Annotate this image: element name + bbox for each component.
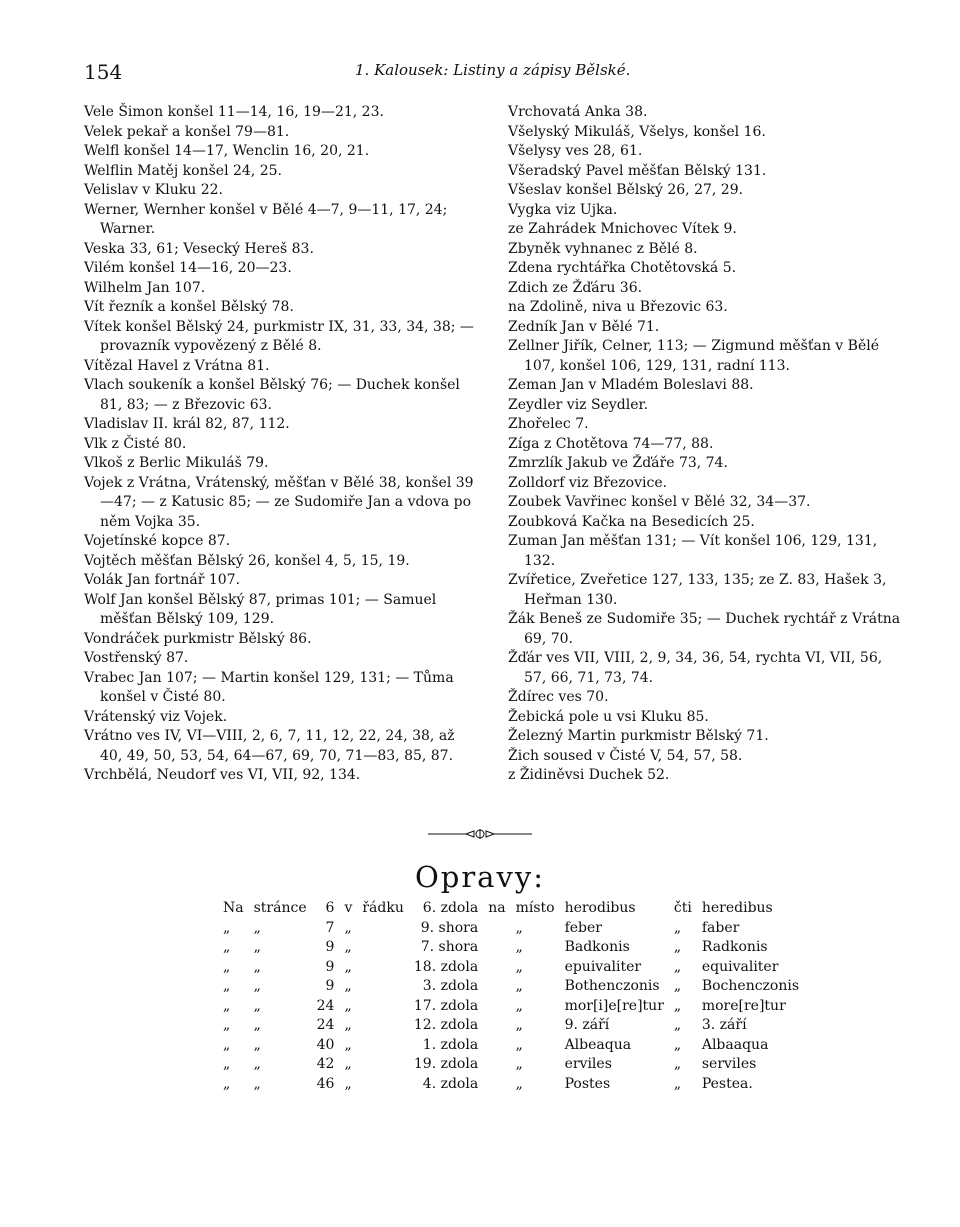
index-entry: Volák Jan fortnář 107. [84, 572, 241, 588]
errata-cell: Pestea. [701, 1075, 753, 1092]
errata-row [218, 1055, 804, 1075]
index-entry: Zoubek Vavřinec konšel v Bělé 32, 34—37. [508, 494, 811, 510]
errata-cell: „ [223, 919, 231, 936]
errata-cell: „ [344, 978, 352, 994]
errata-cell [483, 1055, 510, 1075]
index-entry: Zoubková Kačka na Besedicích 25. [508, 513, 755, 530]
errata-cell: 1. zdola [422, 1036, 479, 1053]
index-entry: z Židiněvsi Duchek 52. [508, 767, 670, 783]
errata-cell: Bochenczonis [701, 978, 800, 994]
errata-cell: 3. zdola [422, 978, 479, 994]
errata-cell: mor[i]e[re]tur [564, 997, 664, 1014]
errata-cell: stránce [253, 900, 307, 916]
errata-cell: 42 [316, 1056, 335, 1072]
errata-cell: „ [253, 997, 261, 1014]
index-entry: Zhořelec 7. [508, 416, 589, 432]
errata-cell [483, 958, 510, 978]
index-entry: Vygka viz Ujka. [508, 201, 618, 218]
errata-row [218, 1036, 804, 1056]
index-entry: na Zdolině, niva u Březovic 63. [508, 299, 728, 315]
errata-cell: herodibus [564, 900, 636, 916]
errata-cell [357, 1036, 409, 1056]
index-entry: Zbyněk vyhnanec z Bělé 8. [508, 240, 698, 257]
index-entry: Zdena rychtářka Chotětovská 5. [508, 260, 737, 276]
errata-cell: „ [515, 978, 523, 994]
index-entry: Zvířetice, Zveřetice 127, 133, 135; ze Z. 83, Hašek 3, Heřman 130. [508, 572, 887, 608]
errata-cell: 4. zdola [422, 1075, 479, 1092]
errata-cell: „ [344, 1075, 352, 1092]
index-entry: Ždírec ves 70. [508, 689, 609, 705]
errata-table [218, 899, 804, 1094]
errata-cell [483, 1075, 510, 1095]
index-entry: Všelysy ves 28, 61. [508, 143, 643, 159]
errata-cell: „ [673, 997, 682, 1014]
index-entry: Vrchbělá, Neudorf ves VI, VII, 92, 134. [84, 767, 361, 783]
errata-cell: 46 [316, 1075, 335, 1092]
errata-cell: „ [253, 1075, 261, 1092]
errata-cell: 18. zdola [413, 958, 479, 975]
index-entry: Vondráček purkmistr Bělský 86. [84, 630, 312, 647]
index-entry: Žebická pole u vsi Kluku 85. [508, 708, 709, 725]
index-entry: ze Zahrádek Mnichovec Vítek 9. [508, 221, 737, 237]
index-entry: Vít řezník a konšel Bělský 78. [84, 299, 294, 315]
errata-cell: 9 [325, 978, 335, 994]
index-entry: Všeradský Pavel měšťan Bělský 131. [508, 162, 767, 179]
errata-title: Opravy: [414, 860, 546, 894]
errata-cell: „ [515, 1075, 523, 1092]
index-entry: Zdich ze Žďáru 36. [508, 279, 643, 296]
errata-row [218, 899, 804, 919]
errata-cell: „ [673, 978, 682, 994]
index-entry: Vrátenský viz Vojek. [84, 708, 228, 725]
errata-cell: „ [253, 939, 261, 955]
errata-cell [357, 919, 409, 939]
index-entry: Wilhelm Jan 107. [84, 279, 206, 296]
errata-cell [483, 997, 510, 1017]
errata-cell: „ [673, 939, 682, 955]
errata-cell: 17. zdola [413, 997, 479, 1014]
errata-cell: erviles [564, 1056, 612, 1072]
errata-cell: 6. zdola [422, 900, 479, 916]
index-entry: Žák Beneš ze Sudomiře 35; — Duchek rychtář z Vrátna 69, 70. [508, 611, 901, 647]
index-entry: Vrátno ves IV, VI—VIII, 2, 6, 7, 11, 12, 22, 24, 38, až 40, 49, 50, 53, 54, 64—67, 69, 70, 71—83, 85, 87. [84, 728, 455, 764]
errata-cell: 6 [325, 900, 335, 916]
index-entry: Vele Šimon konšel 11—14, 16, 19—21, 23. [84, 104, 384, 120]
errata-cell: Radkonis [701, 939, 768, 955]
index-entry: Veska 33, 61; Vesecký Hereš 83. [84, 240, 314, 257]
errata-cell: Bothenczonis [564, 978, 660, 994]
index-entry: Welflin Matěj konšel 24, 25. [84, 162, 282, 179]
errata-cell: faber [701, 919, 740, 936]
errata-cell: „ [673, 1036, 682, 1053]
errata-cell [357, 938, 409, 958]
errata-cell: „ [673, 1017, 682, 1033]
errata-cell: „ [253, 978, 261, 994]
errata-cell: „ [223, 978, 231, 994]
errata-cell: „ [673, 1056, 682, 1072]
errata-cell: „ [515, 958, 523, 975]
errata-cell: 9. shora [420, 919, 479, 936]
index-entry: Wolf Jan konšel Bělský 87, primas 101; — Samuel měšťan Bělský 109, 129. [84, 591, 437, 627]
errata-cell: feber [564, 919, 602, 936]
index-entry: Vrabec Jan 107; — Martin konšel 129, 131; — Tůma konšel v Čisté 80. [84, 669, 454, 705]
errata-cell: místo [515, 900, 555, 916]
errata-cell: heredibus [701, 900, 773, 916]
errata-cell: 9 [325, 958, 335, 975]
index-entry: Zolldorf viz Březovice. [508, 474, 668, 491]
index-entry: Žďár ves VII, VIII, 2, 9, 34, 36, 54, rychta VI, VII, 56, 57, 66, 71, 73, 74. [508, 650, 883, 686]
errata-cell: 24 [316, 1017, 335, 1033]
errata-cell [357, 958, 409, 978]
errata-cell [357, 977, 409, 997]
errata-cell: na [488, 900, 506, 916]
errata-cell [357, 1055, 409, 1075]
errata-cell: Albeaqua [564, 1036, 632, 1053]
errata-cell [483, 977, 510, 997]
errata-cell: equivaliter [701, 958, 779, 975]
index-entry: Vítek konšel Bělský 24, purkmistr IX, 31, 33, 34, 38; — provazník vypovězený z Bělé 8. [84, 318, 474, 354]
index-entry: Vilém konšel 14—16, 20—23. [84, 260, 292, 276]
page-number: 154 [84, 60, 123, 84]
errata-row [218, 938, 804, 958]
errata-cell: „ [223, 1075, 231, 1092]
errata-cell: 9. září [564, 1017, 610, 1033]
errata-cell: „ [223, 1017, 231, 1033]
index-entry: Velislav v Kluku 22. [84, 182, 223, 198]
errata-cell: „ [515, 997, 523, 1014]
errata-cell [357, 1016, 409, 1036]
running-title: 1. Kalousek: Listiny a zápisy Bělské. [355, 61, 631, 79]
errata-cell: „ [344, 939, 352, 955]
errata-cell: 7. shora [420, 939, 479, 955]
errata-cell [483, 938, 510, 958]
index-entry: Velek pekař a konšel 79—81. [84, 123, 290, 140]
index-entry: Vlach soukeník a konšel Bělský 76; — Duchek konšel 81, 83; — z Březovic 63. [84, 377, 460, 413]
errata-cell: v [344, 900, 353, 916]
errata-cell: „ [515, 1017, 523, 1033]
index-entry: Vlk z Čisté 80. [84, 435, 187, 452]
errata-cell: „ [673, 1075, 682, 1092]
index-entry: Vrchovatá Anka 38. [508, 104, 648, 120]
index-entry: Zedník Jan v Bělé 71. [508, 318, 660, 335]
index-entry: Zellner Jiřík, Celner, 113; — Zigmund měšťan v Bělé 107, konšel 106, 129, 131, radní 113. [508, 338, 879, 374]
errata-cell [483, 1016, 510, 1036]
errata-row [218, 958, 804, 978]
errata-cell [483, 919, 510, 939]
errata-cell [357, 997, 409, 1017]
index-entry: Vítězal Havel z Vrátna 81. [84, 357, 270, 374]
errata-cell: „ [253, 919, 261, 936]
errata-cell: „ [515, 939, 523, 955]
index-entry: Všelyský Mikuláš, Všelys, konšel 16. [508, 123, 766, 140]
errata-cell: „ [515, 1036, 523, 1053]
index-entry: Všeslav konšel Bělský 26, 27, 29. [508, 182, 744, 198]
errata-cell: Postes [564, 1075, 611, 1092]
errata-cell: „ [344, 1017, 352, 1033]
errata-cell: „ [223, 939, 231, 955]
errata-cell: epuivaliter [564, 958, 642, 975]
errata-cell: čti [673, 900, 692, 916]
index-entry: Vostřenský 87. [84, 650, 189, 666]
ornament-divider [428, 829, 532, 839]
index-entry: Zmrzlík Jakub ve Žďáře 73, 74. [508, 455, 728, 471]
errata-cell: řádku [362, 900, 404, 916]
index-entry: Vojetínské kopce 87. [84, 533, 231, 549]
index-entry: Železný Martin purkmistr Bělský 71. [508, 728, 769, 744]
index-entry: Welfl konšel 14—17, Wenclin 16, 20, 21. [84, 143, 370, 159]
errata-row [218, 1016, 804, 1036]
errata-cell: Badkonis [564, 939, 630, 955]
errata-cell: „ [673, 919, 682, 936]
errata-cell: 3. září [701, 1017, 747, 1033]
errata-cell: „ [253, 1036, 261, 1053]
errata-cell [357, 1075, 409, 1095]
errata-cell: Albaaqua [701, 1036, 769, 1053]
errata-row [218, 977, 804, 997]
errata-cell: „ [673, 958, 682, 975]
errata-cell: „ [515, 919, 523, 936]
errata-cell: 40 [316, 1036, 335, 1053]
index-entry: Vojtěch měšťan Bělský 26, konšel 4, 5, 15, 19. [84, 552, 410, 569]
errata-row [218, 997, 804, 1017]
index-entry: Vladislav II. král 82, 87, 112. [84, 416, 290, 432]
index-entry: Zuman Jan měšťan 131; — Vít konšel 106, 129, 131, 132. [508, 533, 878, 569]
index-entry: Vojek z Vrátna, Vrátenský, měšťan v Bělé 38, konšel 39—47; — z Katusic 85; — ze Sudomiře Jan a vdova po něm Vojka 35. [84, 474, 474, 530]
index-column-right [508, 103, 908, 786]
errata-cell: „ [344, 1056, 352, 1072]
errata-row [218, 919, 804, 939]
errata-cell [483, 1036, 510, 1056]
index-entry: Zeydler viz Seydler. [508, 396, 649, 413]
errata-cell: „ [223, 997, 231, 1014]
errata-cell: „ [223, 958, 231, 975]
errata-cell: 24 [316, 997, 335, 1014]
errata-cell: „ [344, 1036, 352, 1053]
errata-cell: „ [344, 997, 352, 1014]
index-entry: Žich soused v Čisté V, 54, 57, 58. [508, 747, 743, 764]
index-entry: Vlkoš z Berlic Mikuláš 79. [84, 455, 269, 471]
errata-row [218, 1075, 804, 1095]
errata-cell: serviles [701, 1056, 757, 1072]
errata-cell: „ [253, 1017, 261, 1033]
errata-cell: „ [223, 1056, 231, 1072]
errata-cell: 12. zdola [413, 1017, 479, 1033]
errata-cell: „ [253, 958, 261, 975]
errata-cell: „ [253, 1056, 261, 1072]
errata-cell: 19. zdola [413, 1056, 479, 1072]
errata-cell: „ [344, 958, 352, 975]
index-entry: Zíga z Chotětova 74—77, 88. [508, 435, 714, 452]
errata-cell: „ [344, 919, 352, 936]
errata-cell: „ [515, 1056, 523, 1072]
index-entry: Werner, Wernher konšel v Bělé 4—7, 9—11, 17, 24; Warner. [84, 201, 448, 237]
errata-cell: „ [223, 1036, 231, 1053]
errata-cell: 9 [325, 939, 335, 955]
errata-cell: more[re]tur [701, 997, 786, 1014]
index-column-left [84, 103, 476, 786]
index-entry: Zeman Jan v Mladém Boleslavi 88. [508, 377, 754, 393]
errata-cell: 7 [325, 919, 335, 936]
errata-cell: Na [223, 900, 244, 916]
